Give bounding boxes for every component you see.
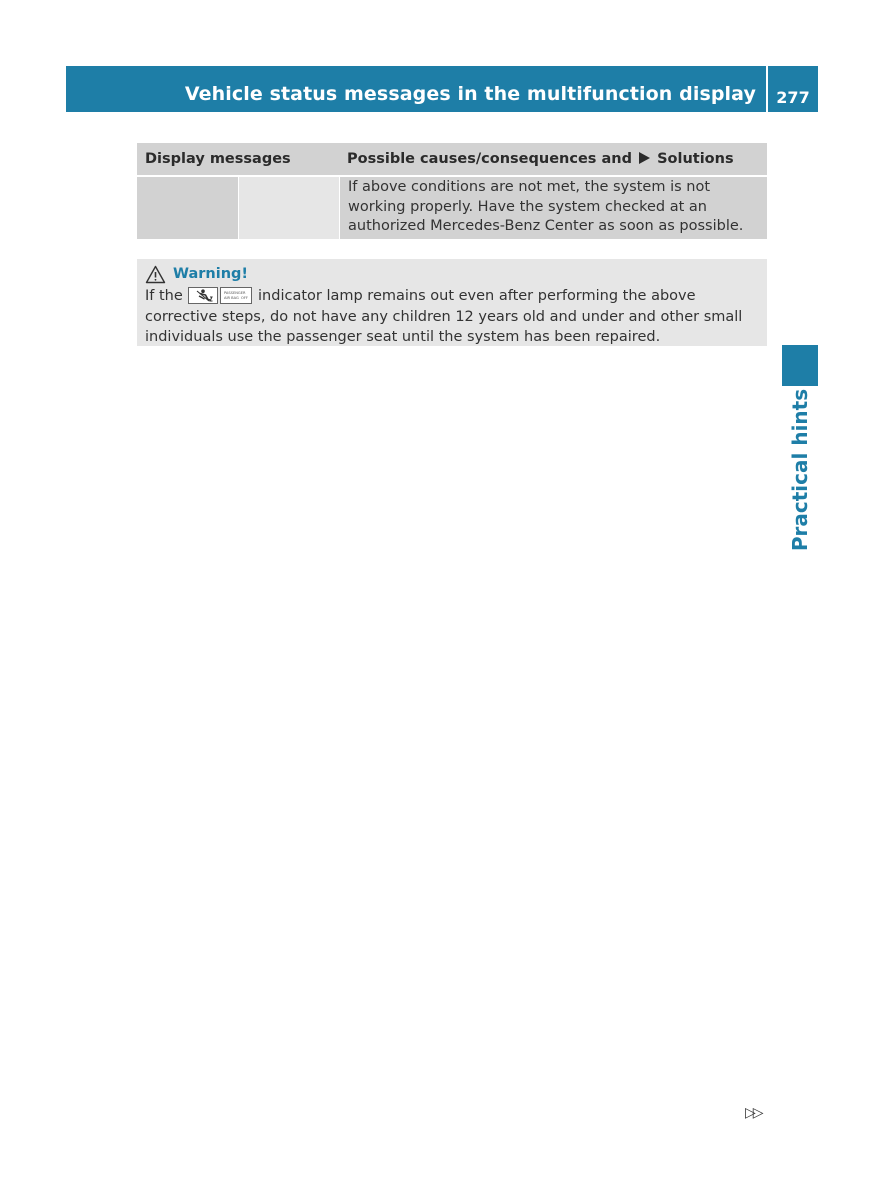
column-header-solutions-text: Solutions: [657, 151, 734, 167]
continue-arrows-icon: ▷▷: [745, 1105, 761, 1121]
lamp-label-text: PASSENGER: [224, 291, 246, 295]
warning-title: Warning!: [173, 266, 249, 282]
solution-text: If above conditions are not met, the system is not working properly. Have the system checked at an authorized Mercedes-Benz Center as soon as possible.: [348, 179, 744, 234]
page-title: Vehicle status messages in the multifunction display: [184, 83, 756, 105]
warning-text-start: If the: [145, 288, 183, 304]
table-row: [137, 177, 767, 239]
section-tab-label: Practical hints: [788, 388, 812, 552]
page-number-box: [768, 66, 818, 112]
header-bar: [66, 66, 766, 112]
table-cell-solution: [340, 177, 767, 239]
table-cell-empty: [137, 177, 238, 239]
lamp-label-text: OFF: [241, 296, 249, 300]
passenger-airbag-off-icon: [220, 287, 252, 304]
table-cell-empty: [239, 177, 339, 239]
section-tab-marker: [782, 345, 818, 386]
display-messages-table: [137, 143, 767, 239]
warning-text: [145, 286, 763, 348]
warning-box: [137, 259, 767, 346]
table-header: [137, 143, 767, 175]
warning-text-end: indicator lamp remains out even after performing the above corrective steps, do not have any children 12 years old and under and other small individuals use the passenger seat until the system has been repaired.: [145, 288, 743, 345]
seat-occupancy-icon: [188, 287, 218, 304]
page-number: 277: [776, 88, 810, 107]
warning-heading: [145, 263, 248, 285]
column-header-display-messages: Display messages: [145, 151, 291, 167]
column-header-causes-text: Possible causes/consequences and: [347, 151, 632, 167]
column-header-causes: [347, 151, 734, 167]
lamp-label-text: AIR BAG: [224, 296, 240, 300]
solution-arrow-icon: [639, 152, 650, 164]
warning-triangle-icon: [145, 265, 166, 284]
